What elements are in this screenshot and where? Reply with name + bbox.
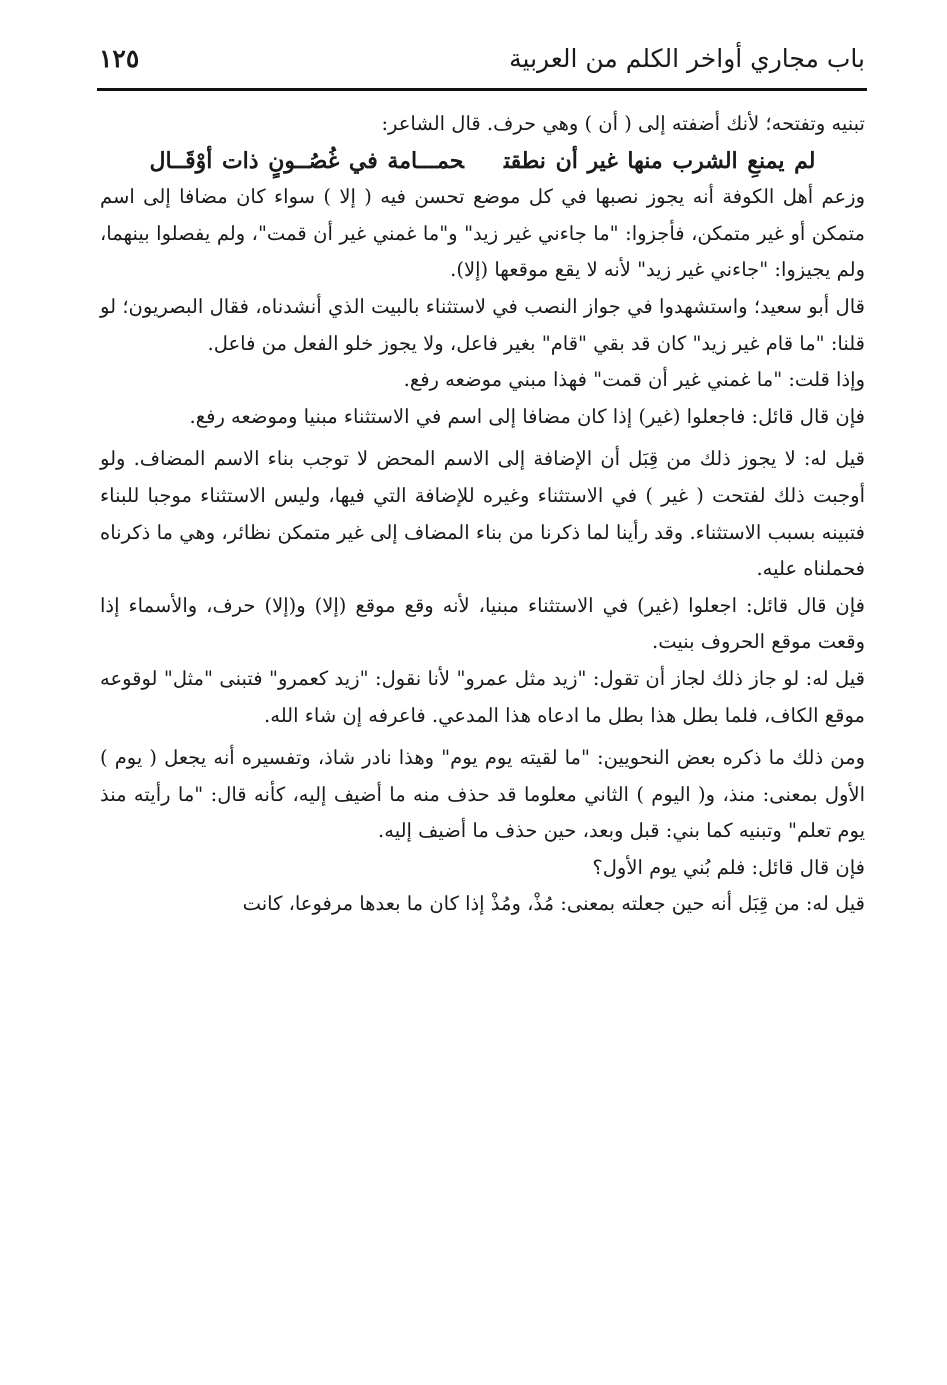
paragraph: قيل له: من قِبَل أنه حين جعلته بمعنى: مُذْ، ومُذْ إذا كان ما بعدها مرفوعا، كانت xyxy=(242,892,865,916)
page-body xyxy=(100,106,865,923)
page-number: ١٢٥ xyxy=(99,44,140,73)
paragraph: قيل له: لو جاز ذلك لجاز أن تقول: "زيد مثل عمرو" لأنا نقول: "زيد كعمرو" فتبنى "مثل" لوقوعه موقع الكاف، فلما بطل هذا بطل ما ادعاه هذا المدعي. فاعرفه إن شاء الله. xyxy=(100,666,865,727)
verse-hemistich-first: لم يمنعِ الشرب منها غير أن نطقت xyxy=(503,147,816,174)
paragraph: ومن ذلك ما ذكره بعض النحويين: "ما لقيته يوم يوم" وهذا نادر شاذ، وتفسيره أنه يجعل ( يوم ) الأول بمعنى: منذ، و( اليوم ) الثاني معلوما قد حذف منه ما أضيف إليه، كأنه قال: "ما رأيته منذ يوم تعلم" وتبنيه كما بني: قبل وبعد، حين حذف ما أضيف إليه. xyxy=(100,746,865,843)
poetry-verse xyxy=(100,143,865,180)
paragraph: قيل له: لا يجوز ذلك من قِبَل أن الإضافة إلى الاسم المحض لا توجب بناء الاسم المضاف. ولو أوجبت ذلك لفتحت ( غير ) في الاستثناء وغيره للإضافة التي فيها، وليس الاستثناء موجبا للبناء فتبينه بسبب الاستثناء. وقد رأينا لما ذكرنا من بناء المضاف إلى غير متمكن نظائر، وهي ما ذكرناه فحملناه عليه. xyxy=(100,447,865,581)
paragraph: فإن قال قائل: اجعلوا (غير) في الاستثناء مبنيا، لأنه وقع موقع (إلا) و(إلا) حرف، والأسماء إذا وقعت موقع الحروف بنيت. xyxy=(100,593,865,654)
paragraph: وزعم أهل الكوفة أنه يجوز نصبها في كل موضع تحسن فيه ( إلا ) سواء كان مضافا إلى اسم متمكن أو غير متمكن، فأجزوا: "ما جاءني غير زيد" و"ما غمني غير أن قمت"، ولم يفصلوا بينهما، ولم يجيزوا: "جاءني غير زيد" لأنه لا يقع موقعها (إلا). xyxy=(100,185,865,282)
header-rule xyxy=(97,88,867,91)
paragraph: فإن قال قائل: فاجعلوا (غير) إذا كان مضافا إلى اسم في الاستثناء مبنيا وموضعه رفع. xyxy=(189,404,865,428)
paragraph: تبنيه وتفتحه؛ لأنك أضفته إلى ( أن ) وهي حرف. قال الشاعر: xyxy=(381,112,865,135)
verse-hemistich-second: حمـــامة في غُصُــونٍ ذات أوْقَــال xyxy=(149,147,464,174)
paragraph: قال أبو سعيد؛ واستشهدوا في جواز النصب في لاستثناء بالبيت الذي أنشدناه، فقال البصريون؛ لو قلنا: "ما قام غير زيد" كان قد بقي "قام" بغير فاعل، ولا يجوز خلو الفعل من فاعل. xyxy=(100,294,865,355)
page-header xyxy=(97,38,865,86)
paragraph: فإن قال قائل: فلم بُني يوم الأول؟ xyxy=(592,855,865,879)
running-title: باب مجاري أواخر الكلم من العربية xyxy=(509,44,865,73)
paragraph: وإذا قلت: "ما غمني غير أن قمت" فهذا مبني موضعه رفع. xyxy=(403,368,865,392)
